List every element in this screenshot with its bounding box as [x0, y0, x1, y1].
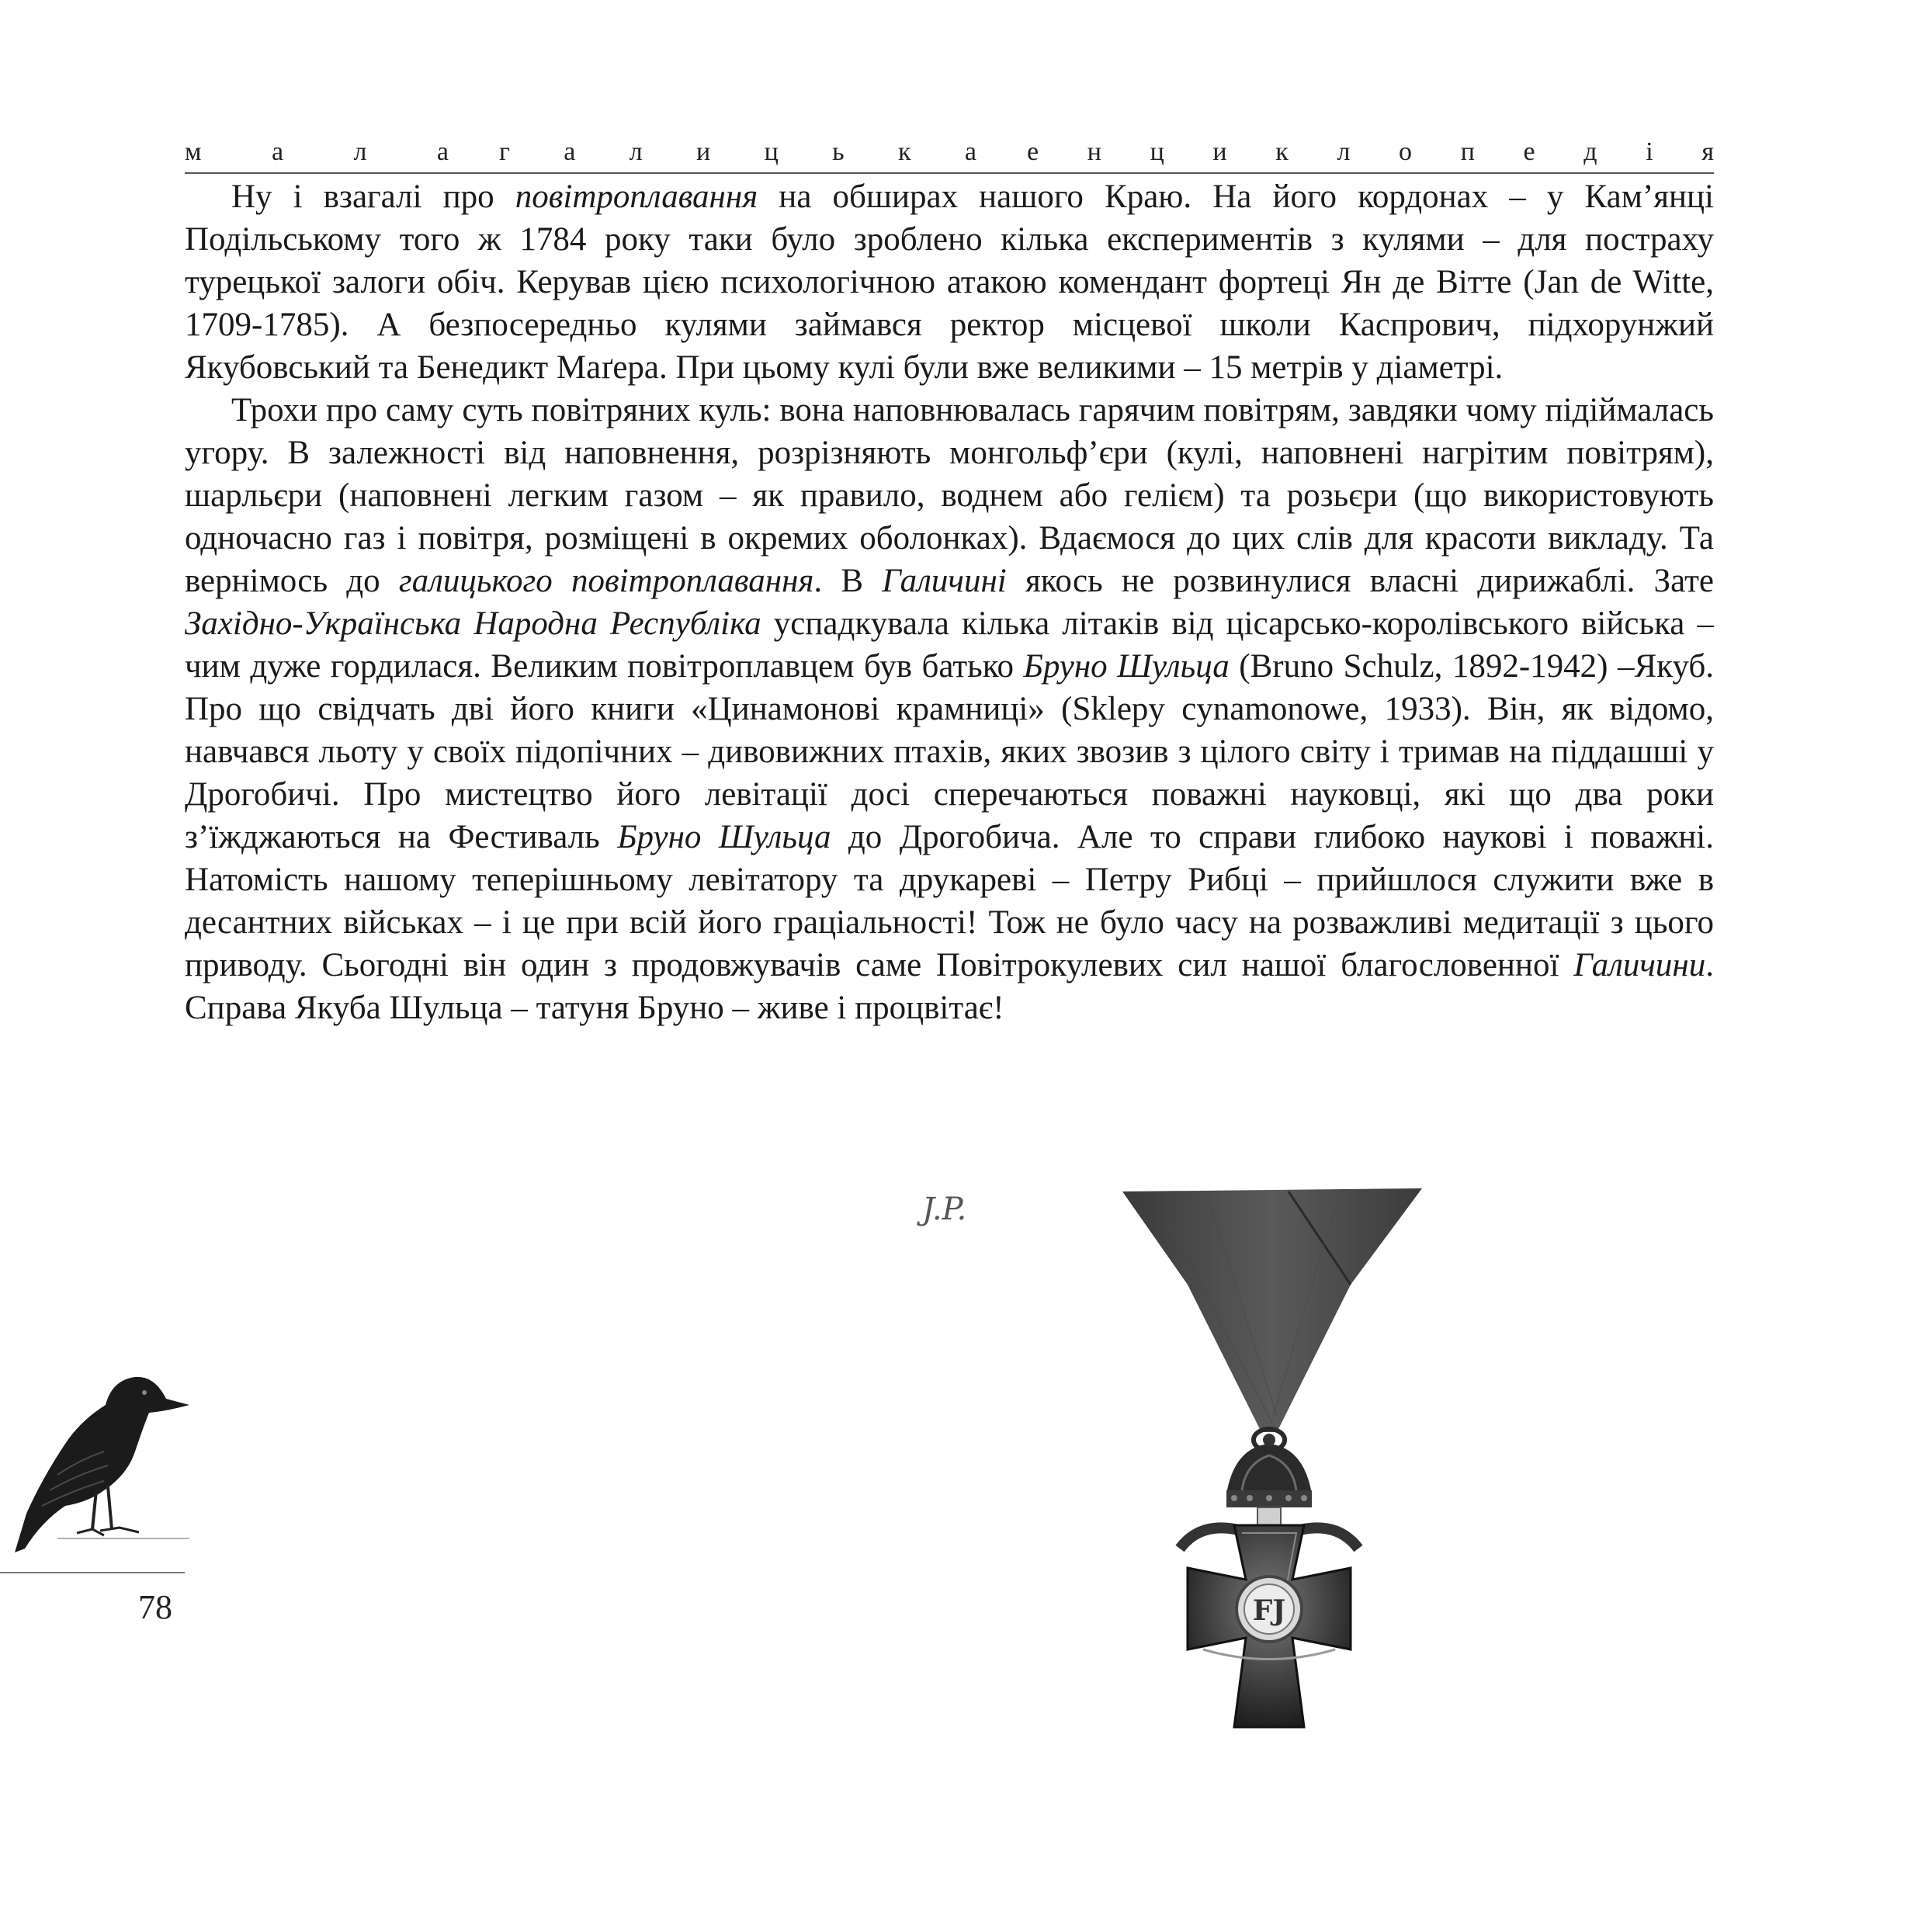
text-run: на обширах нашого Краю. На його кордонах – у Кам’янці Подільському того ж 1784 року таки було зроблено кілька експериментів з кулями – для постраху турецької залоги обіч. Керував цією психологічною атакою комендант фортеці Ян де Вітте (Jan de Witte, 1709-1785). А безпосередньо кулями займався ректор місцевої школи Каспрович, підхорунжий Якубовський та Бенедикт Маґера. При цьому кулі були вже великими – 15 метрів у діаметрі.	[185, 179, 1714, 386]
running-head-letter: л	[1337, 137, 1351, 166]
running-head-letter: м	[185, 137, 202, 166]
page-number: 78	[138, 1588, 172, 1626]
running-head-letter: и	[1212, 137, 1227, 166]
running-head-letter: о	[1399, 137, 1413, 166]
running-head-letter: а	[964, 137, 976, 166]
header-rule	[185, 172, 1714, 174]
crow-illustration	[11, 1366, 197, 1560]
medal-illustration	[1118, 1184, 1428, 1774]
author-signature: J.P.	[922, 1191, 967, 1227]
italic-term: Галичини	[1573, 947, 1706, 983]
running-head-letter: я	[1701, 137, 1714, 166]
running-head-letter: ц	[764, 137, 779, 166]
running-head-letter: к	[1275, 137, 1289, 166]
text-run: якось не розвинулися власні дирижаблі. Зате	[1006, 563, 1715, 599]
crow-icon	[15, 1377, 189, 1552]
text-run: (Bruno Schulz, 1892-1942) –Якуб. Про що свідчать дві його книги «Цинамонові крамниці» (Sklepy cynamonowe, 1933). Він, як відомо, навчався льоту у своїх підопічних – дивовижних птахів, яких звозив з цілого світу і тримав на піддашші у Дрогобичі. Про мистецтво його левітації досі сперечаються поважні науковці, які що два роки з’їжджаються на Фестиваль	[185, 648, 1714, 855]
text-run: Ну і взагалі про	[231, 179, 515, 215]
running-head-letter: ц	[1150, 137, 1164, 166]
running-head-letter: и	[696, 137, 711, 166]
running-head-letter: а	[564, 137, 576, 166]
crown-icon	[1226, 1434, 1312, 1507]
running-head-letter: е	[1027, 137, 1039, 166]
footer-rule	[0, 1572, 185, 1573]
text-run: Трохи про саму суть повітряних куль: вона наповнювалась гарячим повітрям, завдяки чому підіймалась угору. В залежності від наповнення, розрізняють монгольф’єри (кулі, наповнені нагрітим повітрям), шарльєри (наповнені легким газом – як правило, воднем або гелієм) та розьєри (що використовують одночасно газ і повітря, розміщені в окремих оболонках). Вдаємося до цих слів для красоти викладу. Та вернімось до	[185, 392, 1714, 599]
running-head-letter: ь	[832, 137, 845, 166]
running-head-word-1	[185, 137, 449, 167]
text-run: успадкувала кілька літаків від цісарсько-королівського війська – чим дуже гордилася. Великим повітроплавцем був батько	[185, 605, 1714, 685]
running-head-letter: е	[1523, 137, 1535, 166]
text-run: . Справа Якуба Шульца – татуня Бруно – живе і процвітає!	[185, 947, 1714, 1026]
running-head-word-3	[1027, 137, 1714, 167]
text-run: до Дрогобича. Але то справи глибоко наукові і поважні. Натомість нашому теперішньому левітатору та друкареві – Петру Рибці – прийшлося служити вже в десантних військах – і це при всій його граціальності! Тож не було часу на розважливі медитації з цього приводу. Сьогодні він один з продовжувачів саме Повітрокулевих сил нашої благословенної	[185, 819, 1714, 983]
running-head-letter: п	[1460, 137, 1475, 166]
running-head-letter: а	[271, 137, 284, 166]
paragraph-1	[185, 175, 1714, 389]
running-head	[185, 130, 1714, 174]
text-run: . В	[813, 563, 883, 599]
italic-term: Бруно Шульца	[1023, 648, 1230, 685]
running-head-letter: г	[499, 137, 510, 166]
italic-term: Західно-Українська Народна Республіка	[185, 605, 761, 642]
medal-monogram: FJ	[1252, 1594, 1286, 1627]
paragraph-2	[185, 389, 1714, 1029]
running-head-letter: л	[629, 137, 643, 166]
ribbon	[1122, 1188, 1422, 1432]
running-head-letter: а	[436, 137, 449, 166]
running-head-letter: д	[1583, 137, 1597, 166]
cross-icon	[1188, 1525, 1351, 1727]
italic-term: галицького повітроплавання	[398, 563, 814, 599]
running-head-word-2	[499, 137, 976, 167]
running-head-letter: і	[1646, 137, 1653, 166]
italic-term: повітроплавання	[515, 179, 758, 215]
article-body	[185, 175, 1714, 1029]
italic-term: Бруно Шульца	[617, 819, 831, 855]
running-head-letter: к	[898, 137, 911, 166]
running-head-letter: л	[353, 137, 367, 166]
running-head-letter: н	[1087, 137, 1101, 166]
italic-term: Галичині	[882, 563, 1007, 599]
